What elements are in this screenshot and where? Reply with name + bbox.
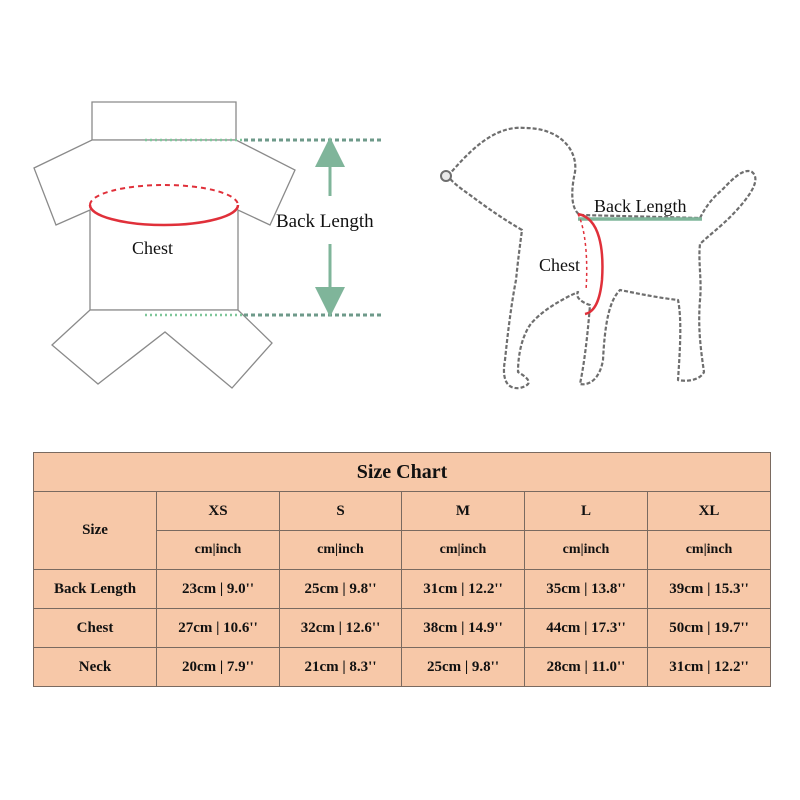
dog-chest-label: Chest — [539, 255, 581, 275]
title-row — [34, 453, 771, 492]
size-header-row — [34, 492, 771, 531]
dog-chest-line — [578, 214, 602, 314]
table-cell: 32cm | 12.6'' — [280, 609, 402, 648]
row-label: Neck — [34, 648, 157, 687]
table-cell: 39cm | 15.3'' — [648, 570, 771, 609]
table-row-chest — [34, 609, 771, 648]
dog-back-length-label: Back Length — [594, 196, 687, 216]
table-row-back-length — [34, 570, 771, 609]
unit-label: cm|inch — [648, 531, 771, 570]
row-label: Chest — [34, 609, 157, 648]
table-cell: 23cm | 9.0'' — [157, 570, 280, 609]
unit-label: cm|inch — [402, 531, 525, 570]
unit-label: cm|inch — [157, 531, 280, 570]
size-m: M — [402, 492, 525, 531]
size-header-cell: Size — [34, 492, 157, 570]
table-cell: 25cm | 9.8'' — [280, 570, 402, 609]
size-chart-table — [33, 452, 771, 687]
table-cell: 28cm | 11.0'' — [525, 648, 648, 687]
jacket-chest-label: Chest — [132, 238, 174, 258]
table-cell: 35cm | 13.8'' — [525, 570, 648, 609]
size-l: L — [525, 492, 648, 531]
table-cell: 38cm | 14.9'' — [402, 609, 525, 648]
table-row-neck — [34, 648, 771, 687]
row-label: Back Length — [34, 570, 157, 609]
table-cell: 31cm | 12.2'' — [402, 570, 525, 609]
table-cell: 25cm | 9.8'' — [402, 648, 525, 687]
size-xs: XS — [157, 492, 280, 531]
size-s: S — [280, 492, 402, 531]
table-cell: 27cm | 10.6'' — [157, 609, 280, 648]
unit-label: cm|inch — [280, 531, 402, 570]
size-chart-title: Size Chart — [34, 453, 771, 492]
dog-nose-icon — [441, 171, 451, 181]
size-xl: XL — [648, 492, 771, 531]
table-cell: 20cm | 7.9'' — [157, 648, 280, 687]
table-cell: 31cm | 12.2'' — [648, 648, 771, 687]
table-cell: 44cm | 17.3'' — [525, 609, 648, 648]
table-cell: 50cm | 19.7'' — [648, 609, 771, 648]
unit-label: cm|inch — [525, 531, 648, 570]
jacket-back-length-label: Back Length — [276, 211, 374, 232]
dog-chest-line-back — [578, 214, 587, 290]
table-cell: 21cm | 8.3'' — [280, 648, 402, 687]
